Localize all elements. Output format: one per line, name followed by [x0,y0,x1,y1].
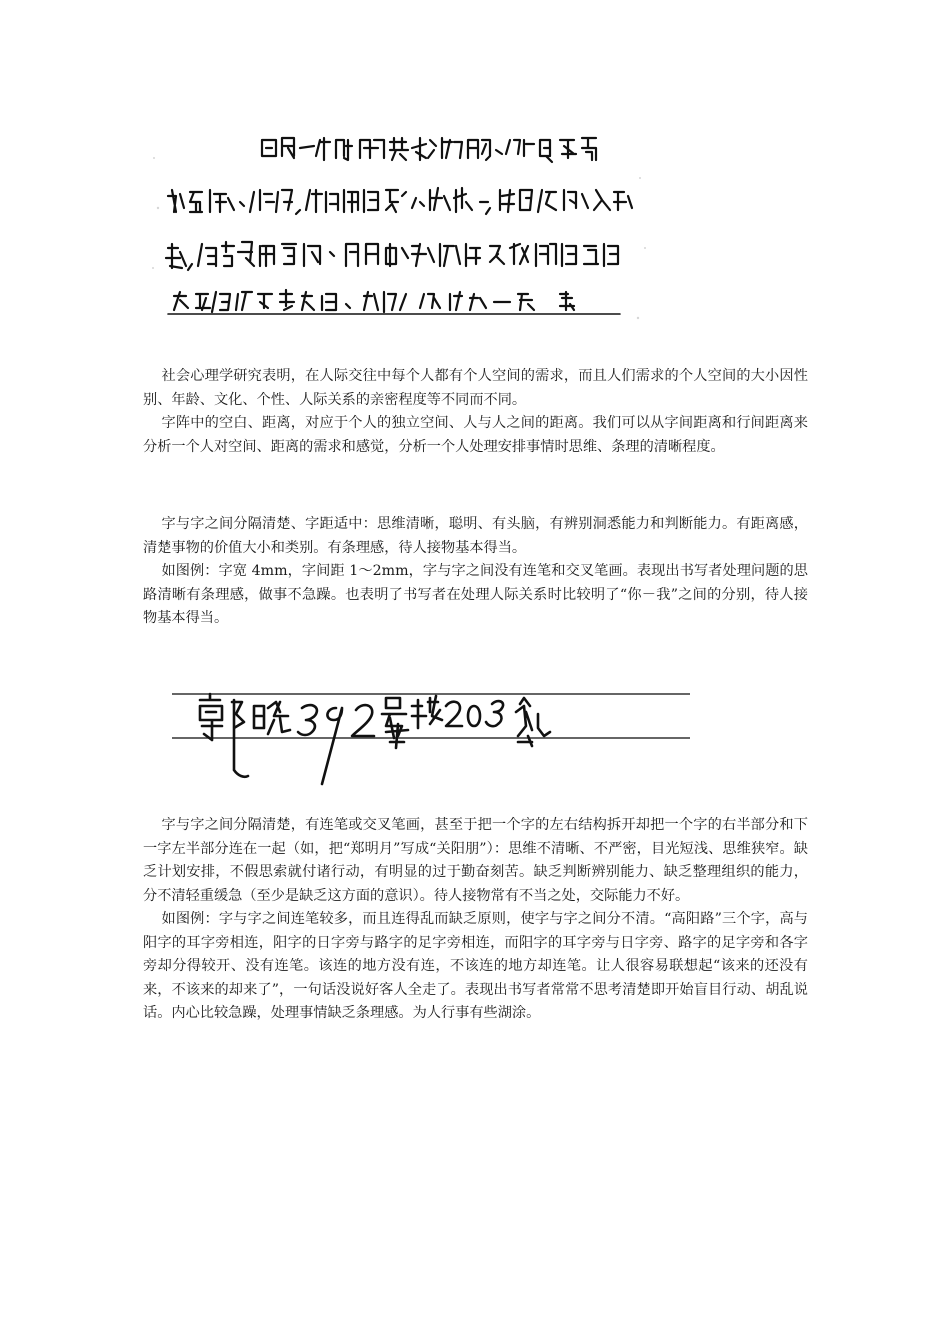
paragraph: 字与字之间分隔清楚、字距适中：思维清晰，聪明、有头脑，有辨别洞悉能力和判断能力。有距离感，清楚事物的价值大小和类别。有条理感，待人接物基本得当。 [143,516,808,556]
paragraph: 如图例：字宽 4mm，字间距 1～2mm，字与字之间没有连笔和交叉笔画。表现出书写者处理问题的思路清晰有条理感，做事不急躁。也表明了书写者在处理人际关系时比较明了“你－我”之间的分别，待人接物基本得当。 [143,563,808,626]
paragraph: 字阵中的空白、距离，对应于个人的独立空间、人与人之间的距离。我们可以从字间距离和行间距离来分析一个人对空间、距离的需求和感觉，分析一个人处理安排事情时思维、条理的清晰程度。 [143,415,808,455]
section-clear-spacing [143,513,808,631]
handwriting-sample-image-2 [150,672,695,790]
paragraph: 如图例：字与字之间连笔较多，而且连得乱而缺乏原则，使字与字之间分不清。“高阳路”三个字，高与阳字的耳字旁相连，阳字的日字旁与路字的足字旁相连，而阳字的耳字旁与日字旁、路字的足字旁和各字旁却分得较开、没有连笔。该连的地方没有连，不该连的地方却连笔。让人很容易联想起“该来的还没有来，不该来的却来了”，一句话没说好客人全走了。表现出书写者常常不思考清楚即开始盲目行动、胡乱说话。内心比较急躁，处理事情缺乏条理感。为人行事有些湖涂。 [143,911,808,1021]
paragraph: 字与字之间分隔清楚，有连笔或交叉笔画，甚至于把一个字的左右结构拆开却把一个字的右半部分和下一字左半部分连在一起（如，把“郑明月”写成“关阳朋”）：思维不清晰、不严密，目光短浅、思维狭窄。缺乏计划安排，不假思索就付诸行动，有明显的过于勤奋刻苦。缺乏判断辨别能力、缺乏整理组织的能力，分不清轻重缓急（至少是缺乏这方面的意识）。待人接物常有不当之处，交际能力不好。 [143,817,808,904]
handwriting-sample-image-1 [150,118,650,340]
paragraph: 社会心理学研究表明，在人际交往中每个人都有个人空间的需求，而且人们需求的个人空间的大小因性别、年龄、文化、个性、人际关系的亲密程度等不同而不同。 [143,368,808,408]
section-personal-space [143,365,808,459]
handwriting-scan-2-graphic [150,672,695,790]
handwriting-scan-1-graphic [150,118,650,340]
section-connected-strokes [143,814,808,1026]
